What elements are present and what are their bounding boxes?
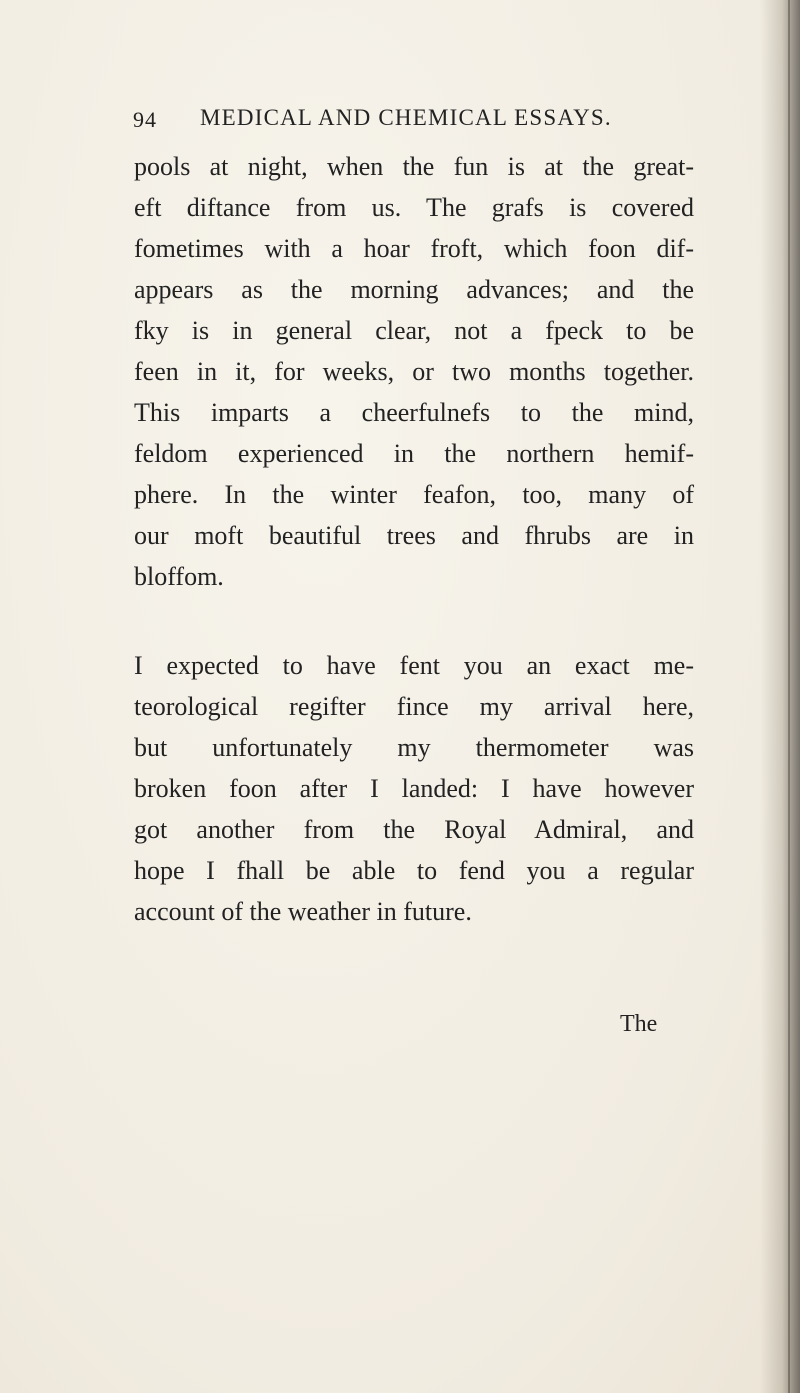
running-head: MEDICAL AND CHEMICAL ESSAYS.	[200, 105, 612, 130]
text-line: eft diftance from us. The grafs is covered	[134, 193, 694, 222]
text-line: account of the weather in future.	[134, 897, 472, 926]
text-line: bloffom.	[134, 562, 224, 591]
text-line: feen in it, for weeks, or two months together.	[134, 357, 694, 386]
text-line: fometimes with a hoar froft, which foon dif-	[134, 234, 694, 263]
text-line: fky is in general clear, not a fpeck to be	[134, 316, 694, 345]
paragraph-2	[134, 645, 694, 932]
page-edge-shadow	[760, 0, 800, 1393]
text-line: but unfortunately my thermometer was	[134, 733, 694, 762]
page-edge-line	[788, 0, 790, 1393]
body-text	[134, 146, 694, 932]
text-line: feldom experienced in the northern hemif-	[134, 439, 694, 468]
paragraph-gap	[134, 597, 694, 645]
catchword: The	[620, 1011, 658, 1037]
text-line: hope I fhall be able to fend you a regular	[134, 856, 694, 885]
paragraph-1	[134, 146, 694, 597]
text-line: This imparts a cheerfulnefs to the mind,	[134, 398, 694, 427]
text-line: pools at night, when the fun is at the great-	[134, 152, 694, 181]
text-line: teorological regifter fince my arrival here,	[134, 692, 694, 721]
text-line: phere. In the winter feafon, too, many of	[134, 480, 694, 509]
page-header	[133, 105, 693, 145]
text-line: appears as the morning advances; and the	[134, 275, 694, 304]
text-line: got another from the Royal Admiral, and	[134, 815, 694, 844]
text-line: our moft beautiful trees and fhrubs are in	[134, 521, 694, 550]
text-line: I expected to have fent you an exact me-	[134, 651, 694, 680]
text-line: broken foon after I landed: I have however	[134, 774, 694, 803]
page-number: 94	[133, 107, 157, 132]
